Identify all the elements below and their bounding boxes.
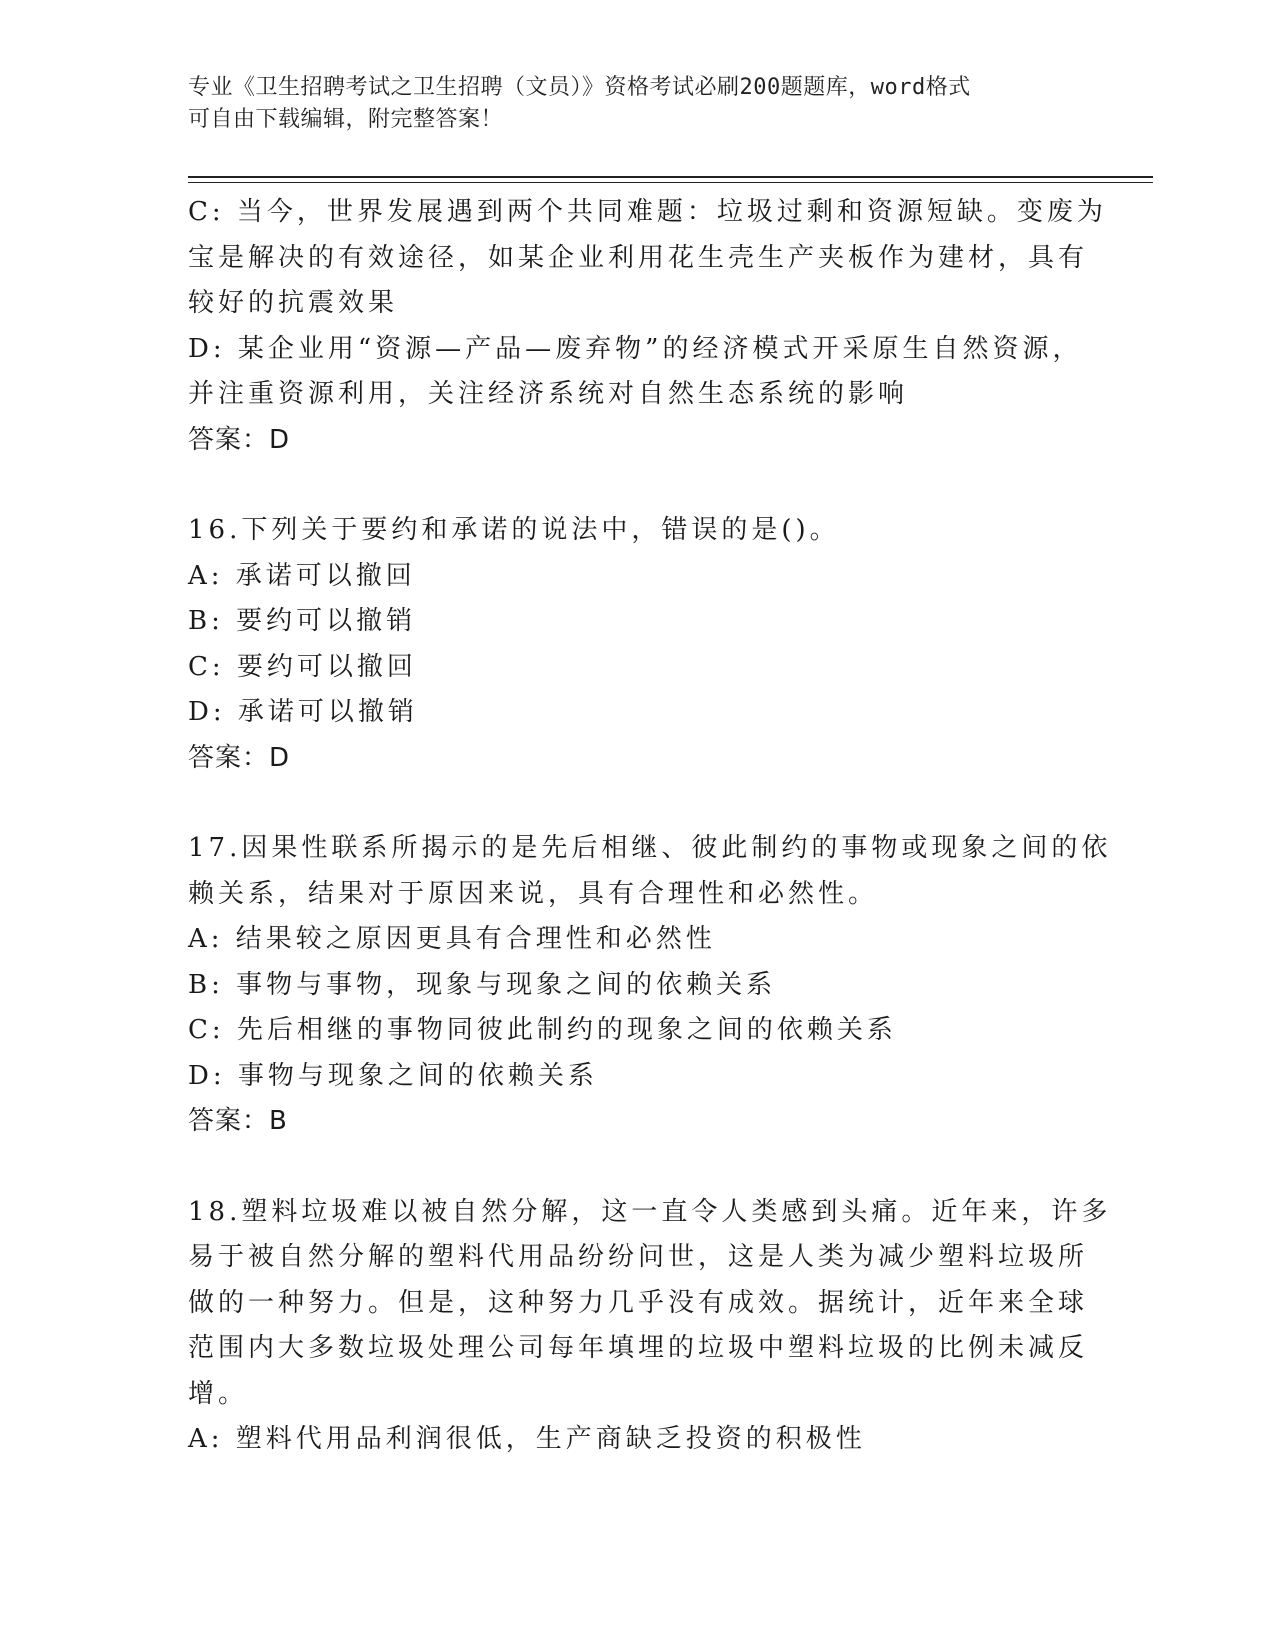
q17-option-c: C: 先后相继的事物同彼此制约的现象之间的依赖关系 xyxy=(188,1015,897,1045)
q17-stem-line-1: 17.因果性联系所揭示的是先后相继、彼此制约的事物或现象之间的依 xyxy=(188,833,1112,863)
document-header xyxy=(188,72,1068,136)
q16-stem: 16.下列关于要约和承诺的说法中，错误的是()。 xyxy=(188,515,840,545)
document-body xyxy=(188,190,1112,1463)
q18-stem-line-2: 易于被自然分解的塑料代用品纷纷问世，这是人类为减少塑料垃圾所 xyxy=(188,1242,1089,1272)
q17-answer: 答案：B xyxy=(188,1106,288,1136)
q17-option-b: B: 事物与事物，现象与现象之间的依赖关系 xyxy=(188,969,777,1000)
question-16 xyxy=(188,508,1088,781)
q15-option-c-line-1: C: 当今，世界发展遇到两个共同难题：垃圾过剩和资源短缺。变废为 xyxy=(188,197,1107,227)
header-divider-thin xyxy=(188,182,1153,183)
header-line-1: 专业《卫生招聘考试之卫生招聘（文员）》资格考试必刷200题题库，word格式 xyxy=(188,75,971,100)
q16-option-d: D: 承诺可以撤销 xyxy=(188,697,418,727)
header-line-2: 可自由下载编辑，附完整答案！ xyxy=(188,107,504,132)
q18-stem-line-1: 18.塑料垃圾难以被自然分解，这一直令人类感到头痛。近年来，许多 xyxy=(188,1196,1112,1227)
question-17 xyxy=(188,826,1112,1145)
q18-option-a: A: 塑料代用品利润很低，生产商缺乏投资的积极性 xyxy=(188,1424,866,1454)
question-15 xyxy=(188,190,1107,463)
q17-stem-line-2: 赖关系，结果对于原因来说，具有合理性和必然性。 xyxy=(188,878,879,909)
q15-option-c-line-3: 较好的抗震效果 xyxy=(188,288,399,318)
q16-option-c: C: 要约可以撤回 xyxy=(188,651,417,682)
q15-option-d-line-2: 并注重资源利用，关注经济系统对自然生态系统的影响 xyxy=(188,379,909,409)
q17-option-d: D: 事物与现象之间的依赖关系 xyxy=(188,1060,598,1091)
q15-option-c-line-2: 宝是解决的有效途径，如某企业利用花生壳生产夹板作为建材，具有 xyxy=(188,242,1089,273)
header-divider-thick xyxy=(188,176,1153,178)
q17-option-a: A: 结果较之原因更具有合理性和必然性 xyxy=(188,924,716,954)
q18-stem-line-4: 范围内大多数垃圾处理公司每年填埋的垃圾中塑料垃圾的比例未减反 xyxy=(188,1333,1089,1363)
q16-option-a: A: 承诺可以撤回 xyxy=(188,560,416,591)
q18-stem-line-3: 做的一种努力。但是，这种努力几乎没有成效。据统计，近年来全球 xyxy=(188,1287,1089,1318)
q18-stem-line-5: 增。 xyxy=(188,1378,249,1409)
q15-option-d-line-1: D: 某企业用“资源—产品—废弃物”的经济模式开采原生自然资源， xyxy=(188,333,1083,364)
q16-answer: 答案：D xyxy=(188,742,291,773)
question-18 xyxy=(188,1190,1112,1463)
q16-option-b: B: 要约可以撤销 xyxy=(188,606,417,636)
q15-answer: 答案：D xyxy=(188,424,291,455)
